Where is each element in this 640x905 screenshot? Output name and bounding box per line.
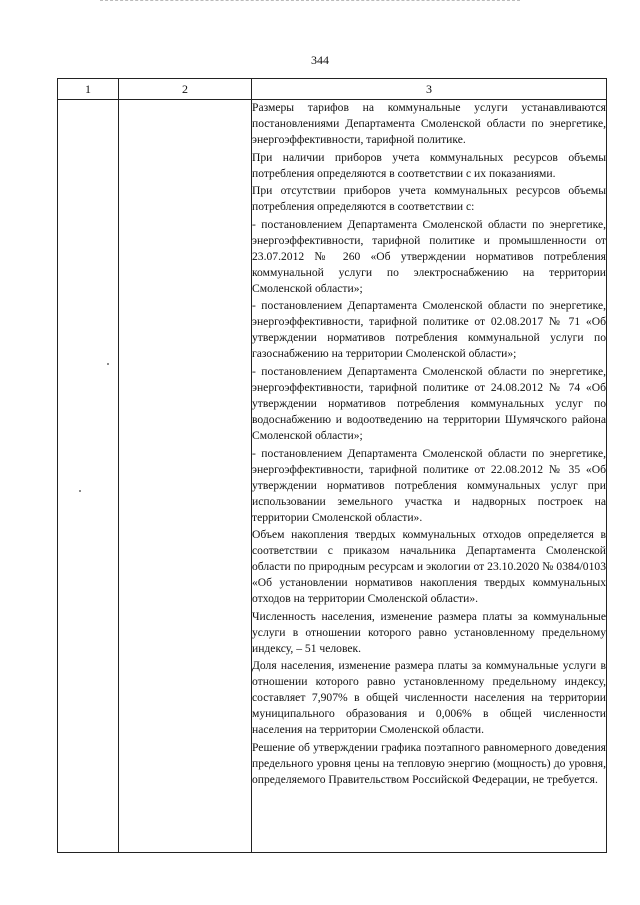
paragraph-heat-price-decision: Решение об утверждении графика поэтапного равномерного доведения предельного уровня цены на тепловую энергию (мощность) до уровня, определяемого Правительством Российской Федерации, не требуется. [252, 740, 606, 786]
paragraph-tariffs: Размеры тарифов на коммунальные услуги устанавливаются постановлениями Департамента Смоленской области по энергетике, энергоэффективности, тарифной политике. [252, 101, 606, 146]
column-header-2: 2 [119, 79, 252, 100]
paragraph-meters-present: При наличии приборов учета коммунальных ресурсов объемы потребления определяются в соответствии с их показаниями. [252, 150, 606, 180]
document-table [57, 78, 607, 853]
column-header-3: 3 [252, 79, 607, 100]
paragraph-population-count: Численность населения, изменение размера платы за коммунальные услуги в отношении которого равно установленному предельному индексу, – 51 человек. [252, 609, 606, 655]
paragraph-electricity-norms: - постановлением Департамента Смоленской области по энергетике, энергоэффективности, тарифной политике и промышленности от 23.07.2012 № 260 «Об утверждении нормативов потребления коммунальной услуги по электроснабжению на территории Смоленской области»; [252, 217, 606, 295]
scan-speck [107, 363, 109, 365]
scan-speck [79, 490, 81, 492]
page-number: 344 [311, 53, 329, 67]
column-2-cell [119, 100, 252, 853]
paragraph-gas-norms: - постановлением Департамента Смоленской области по энергетике, энергоэффективности, тарифной политике от 02.08.2017 № 71 «Об утверждении нормативов потребления коммунальной услуги по газоснабжению на территории Смоленской области»; [252, 299, 606, 361]
column-header-1: 1 [58, 79, 119, 100]
paragraph-waste-norms: Объем накопления твердых коммунальных отходов определяется в соответствии с приказом начальника Департамента Смоленской области по природным ресурсам и экологии от 23.10.2020 № 0384/0103 «Об установлении нормативов накопления твердых коммунальных отходов на территории Смоленской области». [252, 528, 606, 606]
column-1-cell [58, 100, 119, 853]
column-3-cell [252, 100, 607, 853]
paragraph-population-share: Доля населения, изменение размера платы за коммунальные услуги в отношении которого равно установленному предельному индексу, составляет 7,907% в общей численности населения на территории муниципального образования и 0,006% в общей численности населения на территории Смоленской области. [252, 659, 606, 737]
paragraph-land-norms: - постановлением Департамента Смоленской области по энергетике, энергоэффективности, тарифной политике от 22.08.2012 № 35 «Об утверждении нормативов потребления коммунальных услуг при использовании земельного участка и надворных построек на территории Смоленской области». [252, 446, 606, 524]
paragraph-water-norms: - постановлением Департамента Смоленской области по энергетике, энергоэффективности, тарифной политике от 24.08.2012 № 74 «Об утверждении нормативов потребления коммунальных услуг по водоснабжению и водоотведению на территории Шумячского района Смоленской области»; [252, 364, 606, 442]
table-header-row [58, 79, 607, 100]
scan-top-edge [100, 0, 520, 3]
paragraph-meters-absent: При отсутствии приборов учета коммунальных ресурсов объемы потребления определяются в соответствии с: [252, 184, 606, 214]
table-row [58, 100, 607, 853]
